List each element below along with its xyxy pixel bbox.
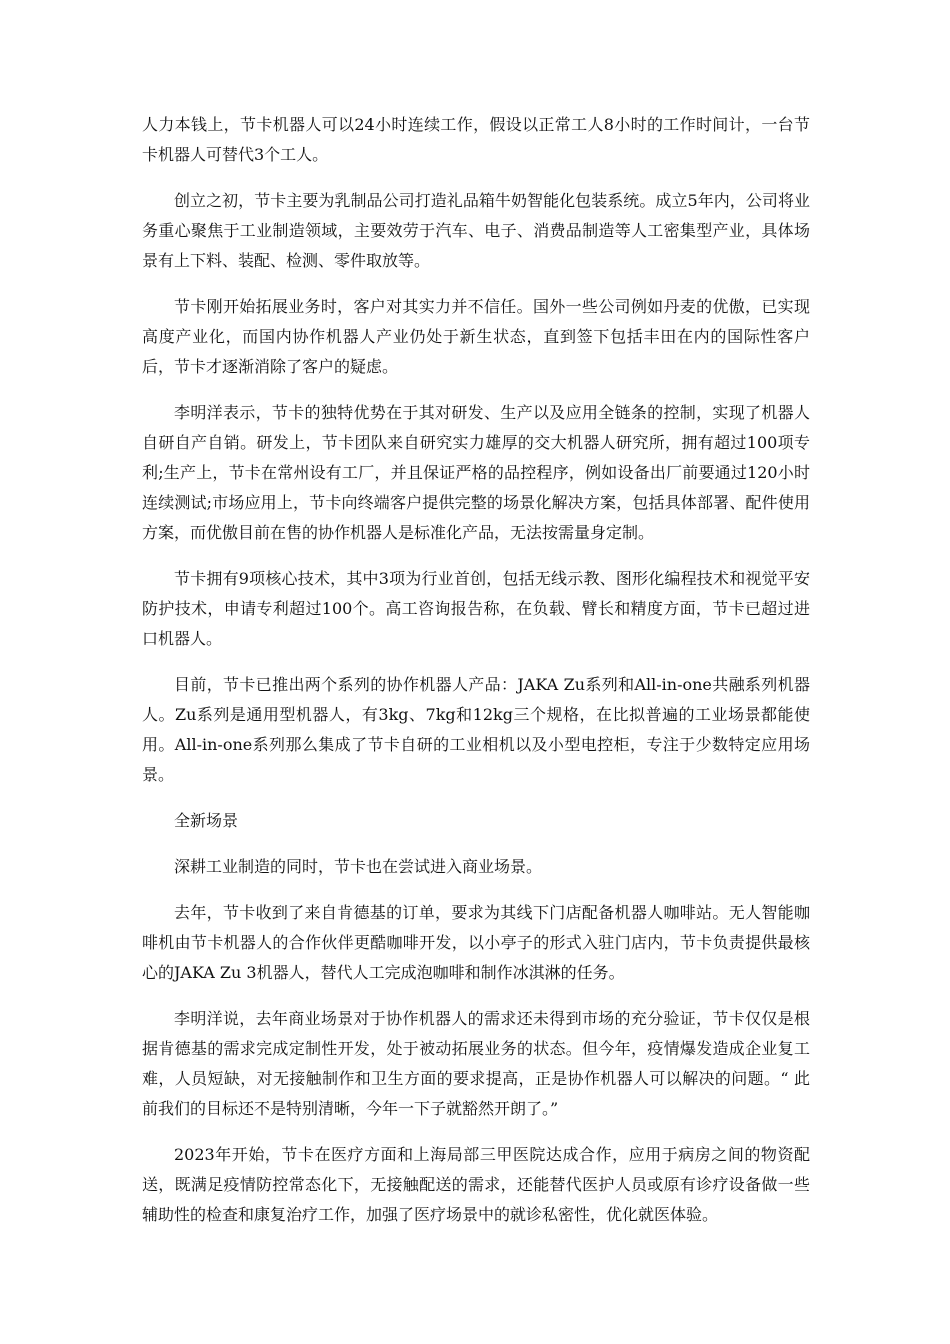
paragraph-medical: 2023年开始，节卡在医疗方面和上海局部三甲医院达成合作，应用于病房之间的物资配送，既满足疫情防控常态化下，无接触配送的需求，还能替代医护人员或原有诊疗设备做一些辅助性的检查和康复治疗工作，加强了医疗场景中的就诊私密性，优化就医体验。 — [142, 1145, 810, 1224]
article-body — [142, 110, 810, 1246]
paragraph-early-trust: 节卡刚开始拓展业务时，客户对其实力并不信任。国外一些公司例如丹麦的优傲，已实现高度产业化，而国内协作机器人产业仍处于新生状态，直到签下包括丰田在内的国际性客户后，节卡才逐渐消除了客户的疑虑。 — [142, 297, 810, 376]
paragraph-founding: 创立之初，节卡主要为乳制品公司打造礼品箱牛奶智能化包装系统。成立5年内，公司将业务重心聚焦于工业制造领域，主要效劳于汽车、电子、消费品制造等人工密集型产业，具体场景有上下料、装配、检测、零件取放等。 — [142, 191, 810, 270]
paragraph-commercial-intro: 深耕工业制造的同时，节卡也在尝试进入商业场景。 — [174, 857, 543, 876]
paragraph-demand: 李明洋说，去年商业场景对于协作机器人的需求还未得到市场的充分验证，节卡仅仅是根据肯德基的需求完成定制性开发，处于被动拓展业务的状态。但今年，疫情爆发造成企业复工难，人员短缺，对无接触制作和卫生方面的要求提高，正是协作机器人可以解决的问题。“ 此前我们的目标还不是特别清晰，今年一下子就豁然开朗了。” — [142, 1009, 810, 1118]
paragraph-advantages: 李明洋表示，节卡的独特优势在于其对研发、生产以及应用全链条的控制，实现了机器人自研自产自销。研发上，节卡团队来自研究实力雄厚的交大机器人研究所，拥有超过100项专利;生产上，节卡在常州设有工厂，并且保证严格的品控程序，例如设备出厂前要通过120小时连续测试;市场应用上，节卡向终端客户提供完整的场景化解决方案，包括具体部署、配件使用方案，而优傲目前在售的协作机器人是标准化产品，无法按需量身定制。 — [142, 403, 810, 542]
paragraph-core-tech: 节卡拥有9项核心技术，其中3项为行业首创，包括无线示教、图形化编程技术和视觉平安防护技术，申请专利超过100个。高工咨询报告称，在负载、臂长和精度方面，节卡已超过进口机器人。 — [142, 569, 810, 648]
paragraph-labor-cost: 人力本钱上，节卡机器人可以24小时连续工作，假设以正常工人8小时的工作时间计，一台节卡机器人可替代3个工人。 — [142, 115, 810, 164]
section-heading: 全新场景 — [174, 811, 239, 830]
paragraph-products: 目前，节卡已推出两个系列的协作机器人产品：JAKA Zu系列和All-in-one共融系列机器人。Zu系列是通用型机器人，有3kg、7kg和12kg三个规格，在比拟普遍的工业场景都能使用。All-in-one系列那么集成了节卡自研的工业相机以及小型电控柜，专注于少数特定应用场景。 — [142, 675, 810, 784]
paragraph-kfc-order: 去年，节卡收到了来自肯德基的订单，要求为其线下门店配备机器人咖啡站。无人智能咖啡机由节卡机器人的合作伙伴更酷咖啡开发，以小亭子的形式入驻门店内，节卡负责提供最核心的JAKA Zu 3机器人，替代人工完成泡咖啡和制作冰淇淋的任务。 — [142, 903, 810, 982]
